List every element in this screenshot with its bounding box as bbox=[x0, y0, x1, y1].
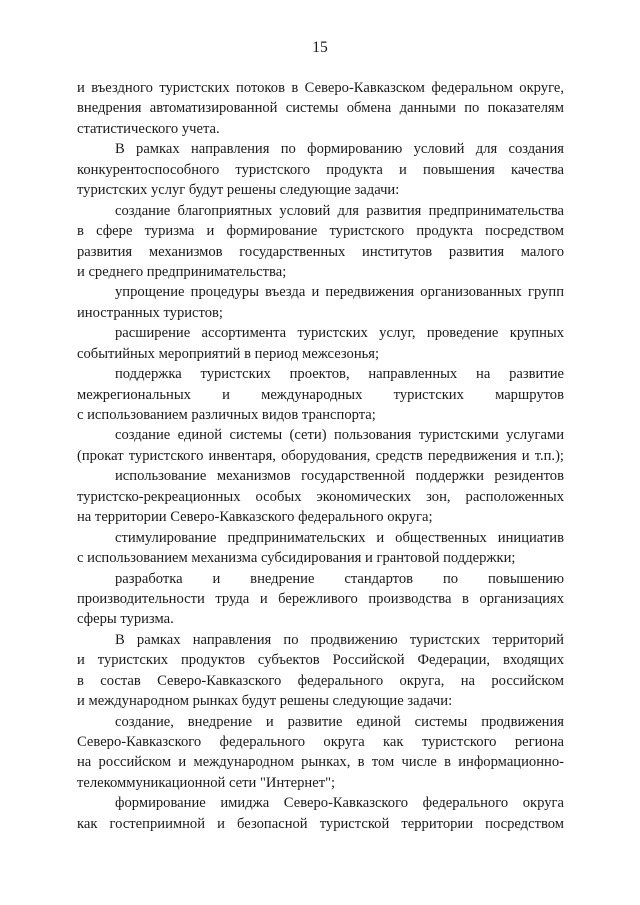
text-line: в состав Северо-Кавказского федерального округа, на российском bbox=[77, 672, 564, 689]
text-line: конкурентоспособного туристского продукта и повышения качества bbox=[77, 161, 564, 178]
text-line: на территории Северо-Кавказского федерального округа; bbox=[77, 509, 433, 526]
text-line: использование механизмов государственной поддержки резидентов bbox=[115, 468, 564, 485]
text-line: статистического учета. bbox=[77, 120, 220, 137]
text-line: создание единой системы (сети) пользования туристскими услугами bbox=[115, 427, 564, 444]
text-line: и международном рынках будут решены следующие задачи: bbox=[77, 693, 453, 710]
text-line: расширение ассортимента туристских услуг, проведение крупных bbox=[115, 325, 564, 342]
text-line: как гостеприимной и безопасной туристской территории посредством bbox=[77, 815, 564, 832]
text-line: стимулирование предпринимательских и общественных инициатив bbox=[115, 529, 564, 546]
text-line: с использованием механизма субсидирования и грантовой поддержки; bbox=[77, 550, 516, 567]
text-line: и туристских продуктов субъектов Российской Федерации, входящих bbox=[77, 652, 564, 669]
text-line: туристских услуг будут решены следующие задачи: bbox=[77, 182, 400, 199]
text-line: в сфере туризма и формирование туристского продукта посредством bbox=[77, 223, 564, 240]
text-line: создание, внедрение и развитие единой системы продвижения bbox=[115, 713, 564, 730]
text-line: с использованием различных видов транспорта; bbox=[77, 407, 376, 423]
text-line: разработка и внедрение стандартов по повышению bbox=[115, 570, 564, 587]
text-line: В рамках направления по формированию условий для создания bbox=[115, 141, 564, 158]
text-line: В рамках направления по продвижению туристских территорий bbox=[115, 631, 564, 648]
body-text bbox=[77, 78, 564, 834]
text-line: создание благоприятных условий для развития предпринимательства bbox=[115, 202, 564, 219]
text-line: формирование имиджа Северо-Кавказского федерального округа bbox=[115, 795, 564, 812]
text-line: (прокат туристского инвентаря, оборудования, средств передвижения и т.п.); bbox=[77, 447, 564, 464]
page-number: 15 bbox=[312, 39, 328, 56]
text-line: иностранных туристов; bbox=[77, 304, 223, 321]
text-line: внедрения автоматизированной системы обмена данными по показателям bbox=[77, 100, 564, 117]
text-line: Северо-Кавказского федерального округа как туристского региона bbox=[77, 734, 564, 750]
text-line: сферы туризма. bbox=[77, 611, 174, 628]
text-line: межрегиональных и международных туристских маршрутов bbox=[77, 386, 564, 403]
text-line: событийных мероприятий в период межсезонья; bbox=[77, 345, 380, 362]
text-line: и въездного туристских потоков в Северо-Кавказском федеральном округе, bbox=[77, 80, 564, 96]
text-line: производительности труда и бережливого производства в организациях bbox=[77, 590, 564, 607]
text-line: поддержка туристских проектов, направленных на развитие bbox=[115, 366, 564, 383]
text-line: и среднего предпринимательства; bbox=[77, 263, 287, 280]
text-line: упрощение процедуры въезда и передвижения организованных групп bbox=[115, 284, 564, 301]
text-line: развития механизмов государственных институтов развития малого bbox=[77, 243, 564, 260]
text-line: телекоммуникационной сети "Интернет"; bbox=[77, 774, 336, 791]
text-line: на российском и международном рынках, в том числе в информационно- bbox=[77, 754, 564, 771]
text-line: туристско-рекреационных особых экономических зон, расположенных bbox=[77, 488, 564, 505]
